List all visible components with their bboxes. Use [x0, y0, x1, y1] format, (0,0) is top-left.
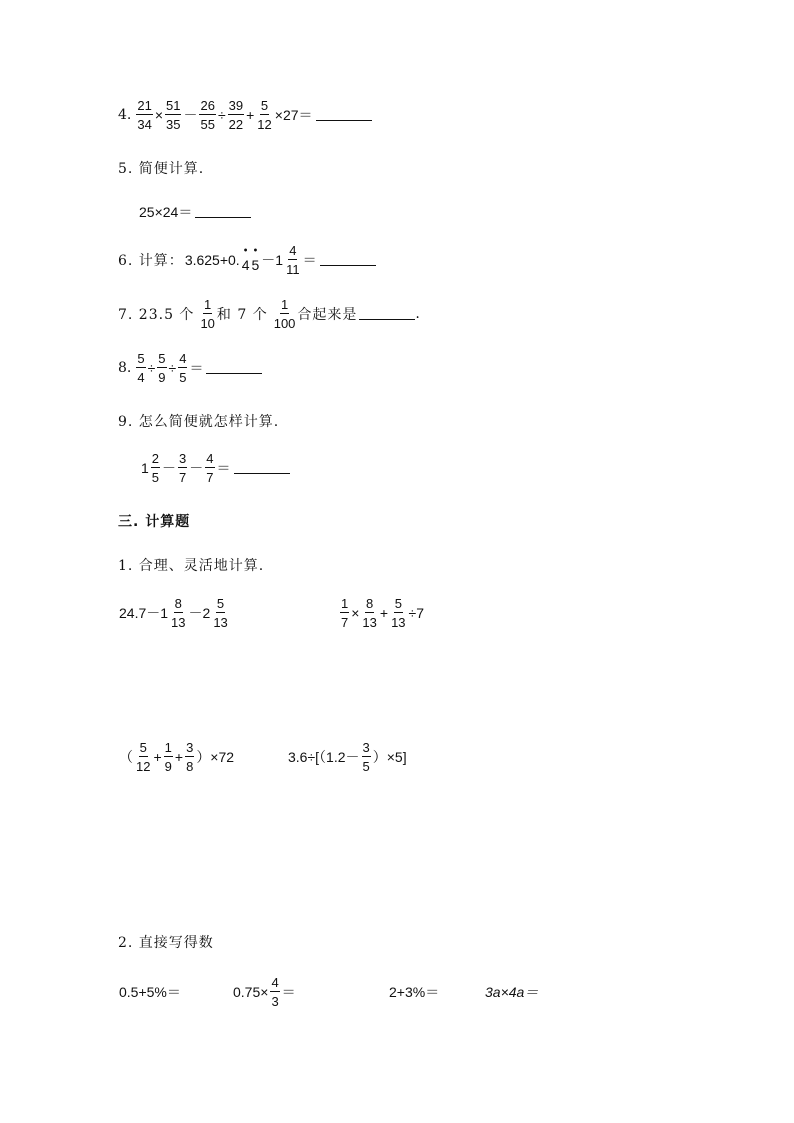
q5-label: 5. 简便计算.: [118, 161, 205, 177]
p2-b-frac: $\frac{4}{3}$: [271, 975, 279, 1009]
p1-e4-pre: 3.6÷[（1.2－: [288, 749, 360, 765]
q8-divide-1: ÷: [147, 360, 156, 376]
question-6: [118, 238, 376, 282]
p1-e4-tail: ）×5]: [372, 749, 407, 765]
question-8: [118, 346, 262, 390]
part-2-item-a: [118, 970, 182, 1014]
q6-repeating-digit-1: • 4: [241, 246, 250, 273]
q5-answer-blank[interactable]: [195, 217, 251, 218]
q8-label: 8.: [118, 360, 132, 376]
q9-frac-1: $\frac{2}{5}$: [151, 451, 160, 485]
q5-expr: 25×24＝: [139, 204, 193, 220]
part-2-label: 2. 直接写得数: [118, 935, 214, 951]
q4-divide: ÷: [217, 107, 226, 123]
q8-answer-blank[interactable]: [206, 373, 262, 374]
q7-pre: 7. 23.5 个: [118, 307, 195, 323]
q4-frac-2: $\frac{51}{35}$: [166, 98, 181, 132]
q8-frac-2: $\frac{5}{9}$: [158, 351, 166, 385]
p1-e4-frac: $\frac{3}{5}$: [362, 740, 370, 774]
q7-frac-2: $\frac{1}{100}$: [273, 297, 296, 331]
question-9: [118, 399, 279, 443]
q7-mid: 和 7 个: [216, 307, 268, 323]
p1-e3-plus-2: +: [174, 749, 184, 765]
part-2-item-d: [484, 970, 539, 1014]
q4-plus: +: [246, 107, 255, 123]
q6-answer-blank[interactable]: [320, 265, 376, 266]
part-1-label: 1. 合理、灵活地计算.: [118, 558, 265, 574]
section-3-heading: [118, 499, 190, 543]
p1-e2-times: ×: [351, 605, 360, 621]
q8-divide-2: ÷: [168, 360, 177, 376]
p1-e1-pre: 24.7－1: [119, 605, 169, 621]
q6-repeating-digit-2: • 5: [251, 246, 260, 273]
p2-c: 2+3%＝: [389, 984, 440, 1000]
q4-times: ×: [154, 107, 164, 123]
q7-frac-1: $\frac{1}{10}$: [200, 297, 215, 331]
q9-minus-1: －: [162, 460, 177, 476]
q9-label: 9. 怎么简便就怎样计算.: [118, 414, 280, 430]
question-7: [118, 292, 421, 336]
p2-b-pre: 0.75×: [233, 984, 269, 1000]
q4-frac-5: $\frac{5}{12}$: [257, 98, 272, 132]
q9-frac-3: $\frac{4}{7}$: [206, 451, 214, 485]
q7-post: 合起来是: [297, 307, 358, 323]
section-3-title: 三. 计算题: [118, 514, 191, 530]
part-2-heading: [118, 920, 214, 964]
p1-e1-mid: －2: [188, 605, 211, 621]
q4-frac-3: $\frac{26}{55}$: [200, 98, 215, 132]
q6-label: 6. 计算：: [118, 253, 184, 269]
p1-e2-frac-2: $\frac{8}{13}$: [362, 596, 377, 630]
q4-frac-4: $\frac{39}{22}$: [228, 98, 244, 132]
q6-eq: ＝: [302, 252, 317, 268]
question-9-expr: [140, 446, 290, 490]
p1-e1-frac-1: $\frac{8}{13}$: [171, 596, 186, 630]
p1-e2-frac-3: $\frac{5}{13}$: [391, 596, 406, 630]
q4-tail: ×27＝: [274, 107, 313, 123]
q8-eq: ＝: [189, 360, 204, 376]
q8-frac-3: $\frac{4}{5}$: [179, 351, 187, 385]
q4-label: 4.: [118, 107, 132, 123]
question-4: [118, 93, 372, 137]
p1-e3-open: （: [119, 749, 133, 765]
p1-e2-plus: +: [379, 605, 389, 621]
q8-frac-1: $\frac{5}{4}$: [137, 351, 145, 385]
p1-e3-frac-1: $\frac{5}{12}$: [136, 740, 151, 774]
q6-minus: －1: [261, 252, 284, 268]
p2-b-eq: ＝: [281, 984, 296, 1000]
p2-d: 3a×4a＝: [485, 984, 539, 1000]
part-2-item-b: [232, 970, 297, 1014]
p1-e2-frac-1: $\frac{1}{7}$: [341, 596, 349, 630]
p1-e3-tail: ）×72: [196, 749, 235, 765]
question-5: [118, 146, 204, 190]
q4-answer-blank[interactable]: [316, 120, 372, 121]
part-1-heading: [118, 543, 264, 587]
p1-e3-frac-2: $\frac{1}{9}$: [164, 740, 172, 774]
q4-minus: －: [183, 107, 198, 123]
q9-minus-2: －: [189, 460, 204, 476]
q6-frac: $\frac{4}{11}$: [286, 243, 300, 277]
q7-end: .: [415, 306, 421, 322]
q9-frac-2: $\frac{3}{7}$: [179, 451, 187, 485]
q4-frac-1: $\frac{21}{34}$: [137, 98, 152, 132]
p1-e3-frac-3: $\frac{3}{8}$: [186, 740, 194, 774]
part-1-expr-3: [118, 735, 235, 779]
q7-answer-blank[interactable]: [359, 319, 415, 320]
q9-whole: 1: [141, 460, 149, 476]
part-2-item-c: [388, 970, 440, 1014]
question-5-expr: [138, 190, 251, 234]
p1-e1-frac-2: $\frac{5}{13}$: [213, 596, 228, 630]
p1-e2-tail: ÷7: [408, 605, 425, 621]
part-1-expr-2: [339, 591, 425, 635]
part-1-expr-4: [287, 735, 408, 779]
p2-a: 0.5+5%＝: [119, 984, 181, 1000]
q9-answer-blank[interactable]: [234, 473, 290, 474]
p1-e3-plus-1: +: [153, 749, 162, 765]
part-1-expr-1: [118, 591, 230, 635]
q9-eq: ＝: [216, 460, 231, 476]
q6-prefix: 3.625+0.: [184, 252, 240, 268]
